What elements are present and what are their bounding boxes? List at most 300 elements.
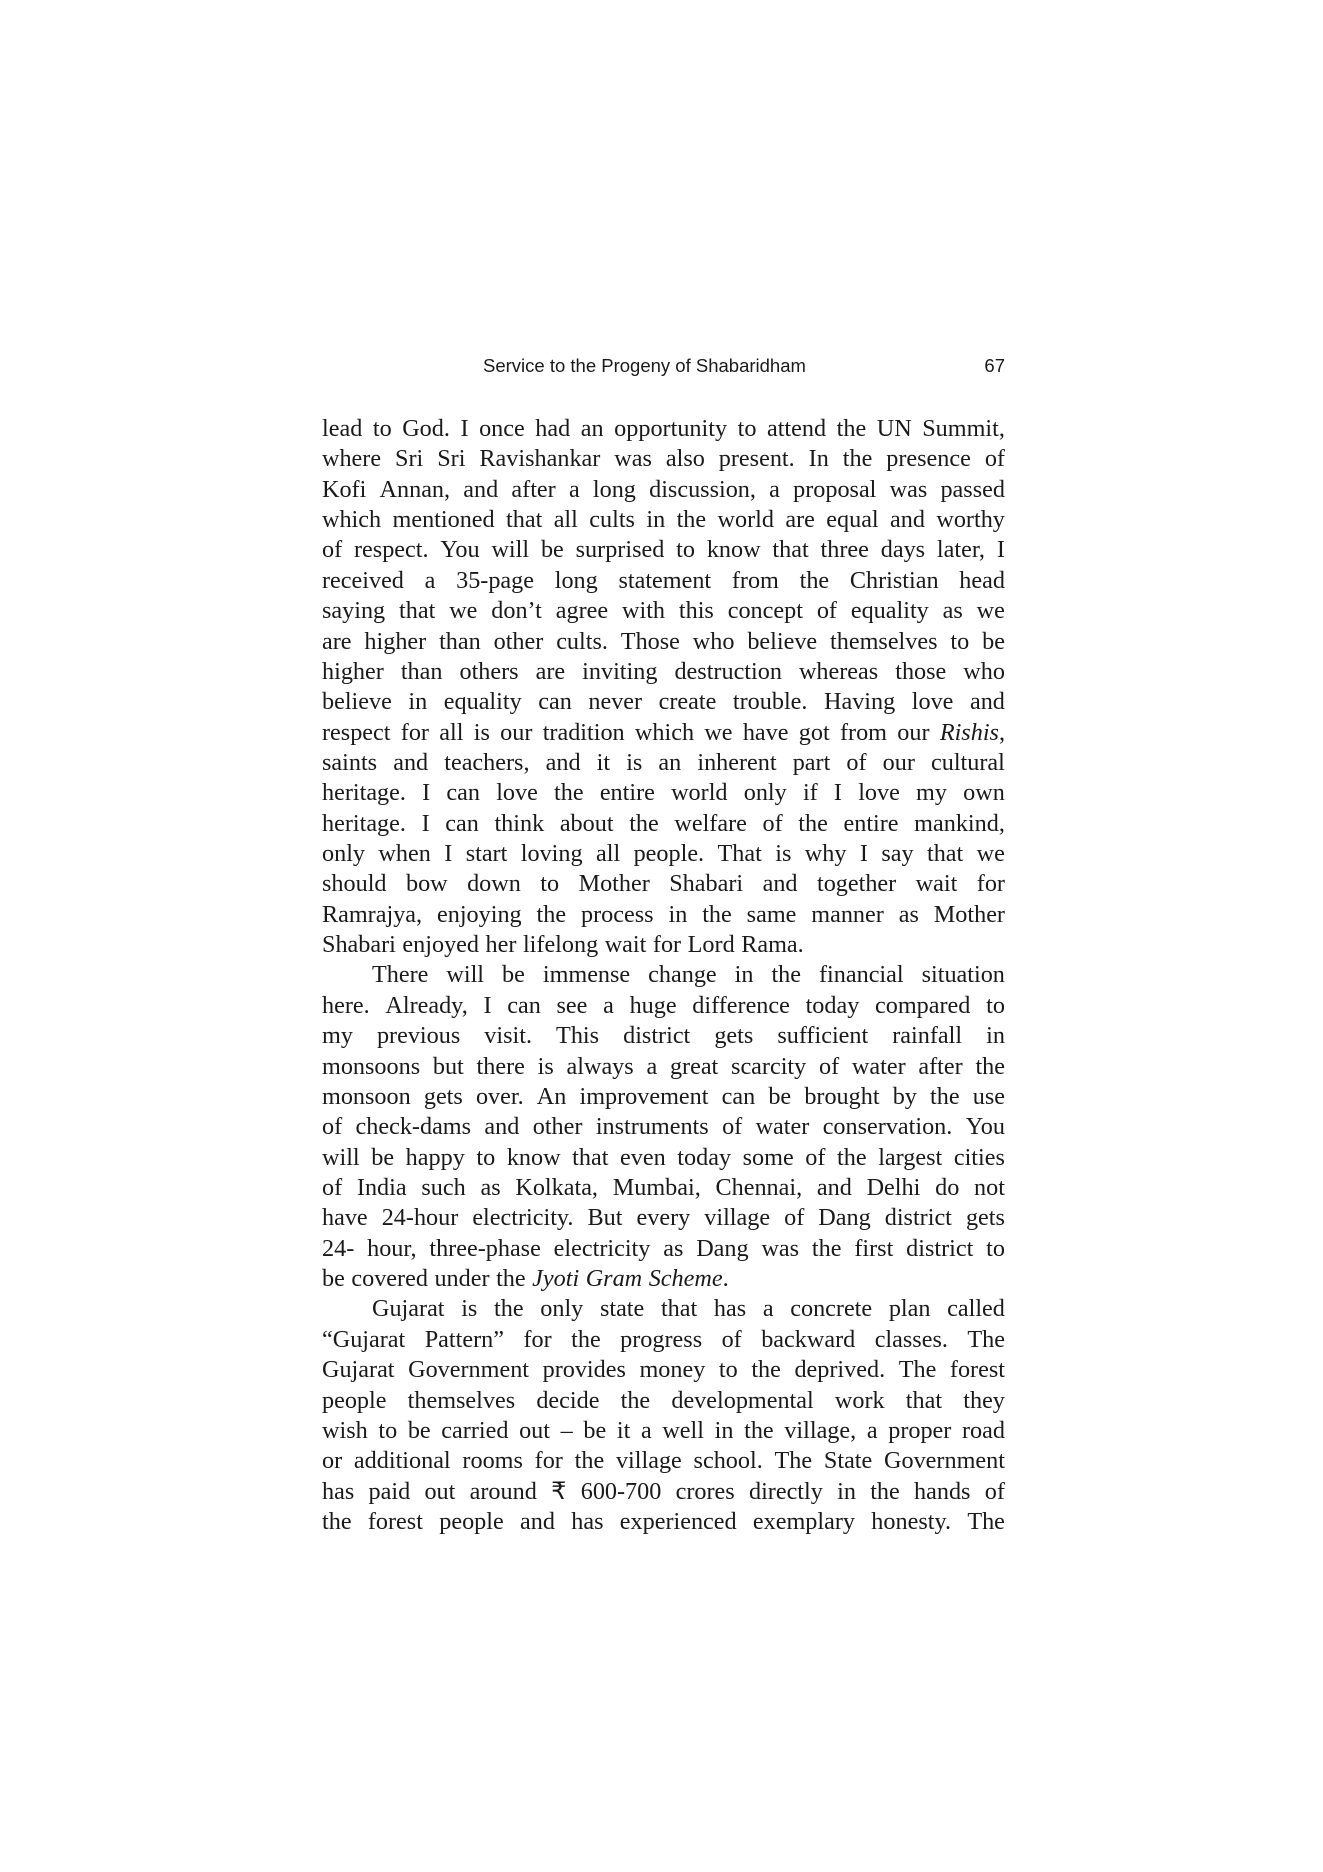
text-line <box>322 1477 1005 1507</box>
word: long <box>554 566 598 594</box>
word: cults. <box>556 627 608 655</box>
word: decide <box>536 1386 600 1414</box>
word: entire <box>843 809 899 837</box>
word: proposal <box>793 475 877 503</box>
word: to <box>476 1143 496 1171</box>
word: the <box>676 506 707 534</box>
word: India <box>356 1173 407 1201</box>
word: are <box>535 657 566 685</box>
word: Scheme. <box>648 1265 729 1293</box>
word: to <box>540 870 560 898</box>
word: hour, <box>367 1234 417 1262</box>
word: Gujarat <box>322 1356 395 1384</box>
word: money <box>639 1356 706 1384</box>
word: who <box>963 657 1005 685</box>
word: proper <box>888 1416 952 1444</box>
word: monsoons <box>322 1052 421 1080</box>
word: also <box>665 445 705 473</box>
word: be <box>502 961 525 989</box>
word: as <box>942 597 963 625</box>
word: which <box>634 718 695 746</box>
word: heritage. <box>322 779 406 807</box>
word: with <box>622 597 666 625</box>
word: of <box>322 536 343 564</box>
word: of <box>784 1204 805 1232</box>
word: of <box>322 1113 343 1141</box>
word: the <box>702 900 732 928</box>
word: and <box>890 506 925 534</box>
word: Jyoti <box>532 1265 580 1293</box>
word: mentioned <box>392 506 495 534</box>
word: gets <box>714 1022 754 1050</box>
word: know <box>706 536 761 564</box>
word: the <box>842 445 873 473</box>
word: mankind, <box>914 809 1005 837</box>
word: can <box>507 991 541 1019</box>
word: part <box>792 748 831 776</box>
word: heritage. <box>322 809 406 837</box>
word: cults <box>589 506 635 534</box>
word: provides <box>542 1356 626 1384</box>
word: down <box>467 870 521 898</box>
word: the <box>571 1325 601 1353</box>
word: conservation. <box>822 1113 953 1141</box>
word: and <box>520 1507 555 1535</box>
word: be <box>371 1143 395 1171</box>
word: know <box>506 1143 561 1171</box>
word: and <box>463 475 499 503</box>
word: There <box>372 961 429 989</box>
word: and <box>545 748 581 776</box>
word: today <box>805 991 860 1019</box>
word: has <box>322 1477 355 1505</box>
word: Christian <box>849 566 939 594</box>
word: the <box>494 1295 524 1323</box>
word: themselves <box>830 627 938 655</box>
word: the <box>751 1356 781 1384</box>
word: cultural <box>931 748 1005 776</box>
text-line <box>322 930 1005 960</box>
word: Summit, <box>922 415 1005 442</box>
word: to <box>986 1234 1005 1262</box>
word: saints <box>322 748 378 776</box>
word: to <box>372 415 392 442</box>
running-head <box>322 355 1005 379</box>
text-line <box>322 1325 1005 1355</box>
text-line <box>322 1355 1005 1385</box>
word: received <box>322 566 404 594</box>
word: to <box>950 627 970 655</box>
word: had <box>535 415 571 442</box>
word: will <box>322 1143 360 1171</box>
word: the <box>744 1416 774 1444</box>
paragraph <box>322 414 1005 960</box>
word: all <box>439 718 464 746</box>
word: Pattern” <box>424 1325 504 1353</box>
word: Dang <box>696 1234 749 1262</box>
word: of <box>762 809 783 837</box>
word: love <box>858 779 900 807</box>
word: days <box>880 536 926 564</box>
word: a <box>769 475 780 503</box>
word: do <box>935 1173 960 1201</box>
word: can <box>721 1082 756 1110</box>
text-line <box>322 839 1005 869</box>
word: paid <box>368 1477 411 1505</box>
word: wait <box>915 870 958 898</box>
word: from <box>731 566 779 594</box>
word: rainfall <box>892 1022 963 1050</box>
word: every <box>636 1204 691 1232</box>
word: Annan, <box>379 475 451 503</box>
word: Delhi <box>866 1173 921 1201</box>
word: as <box>663 1234 684 1262</box>
word: 24-hour <box>381 1204 459 1232</box>
word: Sri <box>395 445 424 473</box>
word: plan <box>888 1295 931 1323</box>
word: lead <box>322 415 363 442</box>
word: head <box>959 566 1005 594</box>
word: a <box>762 1295 774 1323</box>
word: a <box>424 566 436 594</box>
word: electricity <box>553 1234 651 1262</box>
word: people <box>439 1507 504 1535</box>
word: three <box>820 536 869 564</box>
word: happy <box>405 1143 465 1171</box>
word: can <box>446 779 480 807</box>
word: in <box>714 1416 734 1444</box>
text-line <box>322 596 1005 626</box>
word: the <box>836 415 867 442</box>
text-line <box>322 1294 1005 1324</box>
text-line <box>322 627 1005 657</box>
word: road <box>962 1416 1005 1444</box>
word: The <box>774 1447 813 1475</box>
word: village <box>704 1204 771 1232</box>
word: the <box>536 900 567 928</box>
word: the <box>798 809 828 837</box>
word: concept <box>727 597 803 625</box>
word: Mother <box>933 900 1005 928</box>
text-line <box>322 687 1005 717</box>
word: once <box>479 415 525 442</box>
word: has <box>571 1507 604 1535</box>
text-line <box>322 1143 1005 1173</box>
word: I <box>483 991 492 1019</box>
word: in <box>646 506 666 534</box>
word: developmental <box>671 1386 814 1414</box>
word: today <box>677 1143 732 1171</box>
text-line <box>322 991 1005 1021</box>
word: and <box>393 748 429 776</box>
word: such <box>421 1173 466 1201</box>
word: we <box>976 840 1005 868</box>
word: opportunity <box>614 415 728 442</box>
word: when <box>378 840 431 868</box>
word: themselves <box>407 1386 516 1414</box>
word: there <box>476 1052 525 1080</box>
word: have <box>742 718 789 746</box>
word: I <box>444 840 453 868</box>
text-line <box>322 778 1005 808</box>
word: that <box>399 597 436 625</box>
word: under <box>434 1265 490 1293</box>
word: a <box>646 1052 658 1080</box>
text-line <box>322 1203 1005 1233</box>
text-line <box>322 960 1005 990</box>
word: all <box>553 506 578 534</box>
word: improvement <box>579 1082 709 1110</box>
word: huge <box>629 991 677 1019</box>
word: to <box>986 991 1005 1019</box>
word: that <box>660 1295 698 1323</box>
word: classes. <box>874 1325 948 1353</box>
word: here. <box>322 991 370 1019</box>
word: of <box>846 748 867 776</box>
word: create <box>658 688 717 716</box>
word: whereas <box>798 657 879 685</box>
word: or <box>322 1447 343 1475</box>
word: together <box>816 870 897 898</box>
word: should <box>322 870 387 898</box>
word: statement <box>618 566 712 594</box>
word: believe <box>747 627 818 655</box>
word: to <box>378 1416 398 1444</box>
word: enjoying <box>436 900 522 928</box>
word: trouble. <box>732 688 808 716</box>
word: cities <box>953 1143 1005 1171</box>
word: wait <box>604 931 647 959</box>
word: always <box>566 1052 634 1080</box>
word: destruction <box>674 657 782 685</box>
text-line <box>322 900 1005 930</box>
word: only <box>743 779 787 807</box>
word: own <box>963 779 1005 807</box>
word: out <box>424 1477 456 1505</box>
word: can <box>538 688 572 716</box>
text-line <box>322 1386 1005 1416</box>
word: long <box>592 475 636 503</box>
word: after <box>918 1052 963 1080</box>
word: district <box>884 1204 952 1232</box>
word: gets <box>423 1082 463 1110</box>
text-line <box>322 1507 1005 1537</box>
word: believe <box>322 688 392 716</box>
word: was <box>889 475 928 503</box>
word: wish <box>322 1416 368 1444</box>
word: experienced <box>619 1507 737 1535</box>
text-line <box>322 1021 1005 1051</box>
word: “Gujarat <box>322 1325 406 1353</box>
word: we <box>449 597 478 625</box>
word: manner <box>811 900 884 928</box>
word: I <box>833 779 842 807</box>
word: think <box>494 809 545 837</box>
word: that <box>572 1143 609 1171</box>
word: additional <box>353 1447 451 1475</box>
word: than <box>439 627 481 655</box>
word: The <box>898 1356 937 1384</box>
word: people <box>322 1386 387 1414</box>
word: Lord <box>687 931 735 959</box>
word: be <box>540 536 564 564</box>
word: enjoyed <box>402 931 479 959</box>
word: can <box>445 809 479 837</box>
word: out <box>519 1416 550 1444</box>
word: sufficient <box>777 1022 869 1050</box>
word: scarcity <box>731 1052 807 1080</box>
word: even <box>620 1143 666 1171</box>
word: brought <box>804 1082 880 1110</box>
word: higher <box>364 627 427 655</box>
word: process <box>581 900 654 928</box>
word: be <box>407 1416 431 1444</box>
word: An <box>536 1082 567 1110</box>
word: those <box>895 657 947 685</box>
word: an <box>658 748 682 776</box>
word: a <box>866 1416 878 1444</box>
word: bow <box>405 870 448 898</box>
word: equality <box>443 688 522 716</box>
word: for <box>976 870 1005 898</box>
word: saying <box>322 597 386 625</box>
word: from <box>839 718 887 746</box>
word: Dang <box>818 1204 871 1232</box>
word: I <box>996 536 1005 564</box>
word: of <box>805 1143 826 1171</box>
word: inviting <box>582 657 658 685</box>
word: In <box>808 445 829 473</box>
word: Those <box>620 627 680 655</box>
word: progress <box>620 1325 703 1353</box>
word: Gujarat <box>372 1295 445 1323</box>
word: Ramrajya, <box>322 900 423 928</box>
word: district <box>906 1234 974 1262</box>
word: forest <box>949 1356 1005 1384</box>
word: is <box>473 718 490 746</box>
word: presence <box>886 445 971 473</box>
word: tradition <box>542 718 625 746</box>
text-line <box>322 1112 1005 1142</box>
word: as <box>898 900 919 928</box>
word: backward <box>761 1325 856 1353</box>
word: Chennai, <box>715 1173 803 1201</box>
word: some <box>742 1143 794 1171</box>
word: rooms <box>462 1447 523 1475</box>
word: never <box>588 688 643 716</box>
word: as <box>480 1173 501 1201</box>
word: why <box>804 840 847 868</box>
word: only <box>322 840 366 868</box>
text-line <box>322 414 1005 444</box>
word: The <box>967 1507 1005 1535</box>
word: covered <box>351 1265 428 1293</box>
word: I <box>421 809 430 837</box>
word: But <box>587 1204 623 1232</box>
text-line <box>322 1173 1005 1203</box>
word: be <box>583 1416 607 1444</box>
word: forest <box>367 1507 423 1535</box>
word: loving <box>520 840 583 868</box>
word: water <box>851 1052 906 1080</box>
word: equality <box>850 597 929 625</box>
word: concrete <box>790 1295 873 1323</box>
word: of <box>322 1173 343 1201</box>
word: other <box>532 1113 583 1141</box>
word: around <box>469 1477 537 1505</box>
word: Government <box>884 1447 1005 1475</box>
word: monsoon <box>322 1082 411 1110</box>
paragraph <box>322 960 1005 1294</box>
word: State <box>823 1447 873 1475</box>
word: about <box>559 809 614 837</box>
word: Kolkata, <box>515 1173 598 1201</box>
text-line <box>322 535 1005 565</box>
word: the <box>870 1477 900 1505</box>
word: the <box>799 566 830 594</box>
word: of <box>816 597 837 625</box>
word: in <box>668 900 688 928</box>
word: same <box>746 900 797 928</box>
word: called <box>947 1295 1005 1323</box>
text-line <box>322 809 1005 839</box>
word: who <box>692 627 735 655</box>
word: over. <box>475 1082 524 1110</box>
word: of <box>722 1113 743 1141</box>
word: entire <box>599 779 655 807</box>
word: Shabari <box>669 870 744 898</box>
word: the <box>930 1082 960 1110</box>
word: that <box>905 1386 943 1414</box>
word: have <box>322 1204 368 1232</box>
word: ₹ <box>551 1477 567 1505</box>
text-line <box>322 444 1005 474</box>
word: the <box>574 1447 605 1475</box>
word: was <box>614 445 652 473</box>
word: others <box>459 657 519 685</box>
word: God. <box>402 415 450 442</box>
word: is <box>537 1052 554 1080</box>
word: if <box>802 779 818 807</box>
word: I <box>859 840 868 868</box>
word: change <box>648 961 717 989</box>
word: to <box>718 1356 738 1384</box>
word: Mother <box>578 870 650 898</box>
word: Government <box>408 1356 530 1384</box>
word: in <box>986 1022 1005 1050</box>
text-line <box>322 475 1005 505</box>
word: UN <box>876 415 912 442</box>
word: hands <box>914 1477 971 1505</box>
word: first <box>854 1234 894 1262</box>
word: people. <box>633 840 705 868</box>
word: Shabari <box>322 931 396 959</box>
word: Kofi <box>322 475 367 503</box>
word: love <box>496 779 538 807</box>
body-text <box>322 414 1005 1537</box>
word: inherent <box>697 748 777 776</box>
word: Ravishankar <box>479 445 601 473</box>
word: teachers, <box>444 748 530 776</box>
word: that <box>772 536 809 564</box>
word: Having <box>824 688 896 716</box>
word: be <box>982 627 1005 655</box>
word: be <box>322 1265 345 1293</box>
word: the <box>771 961 802 989</box>
word: to <box>737 415 757 442</box>
word: start <box>465 840 508 868</box>
word: for <box>652 931 682 959</box>
